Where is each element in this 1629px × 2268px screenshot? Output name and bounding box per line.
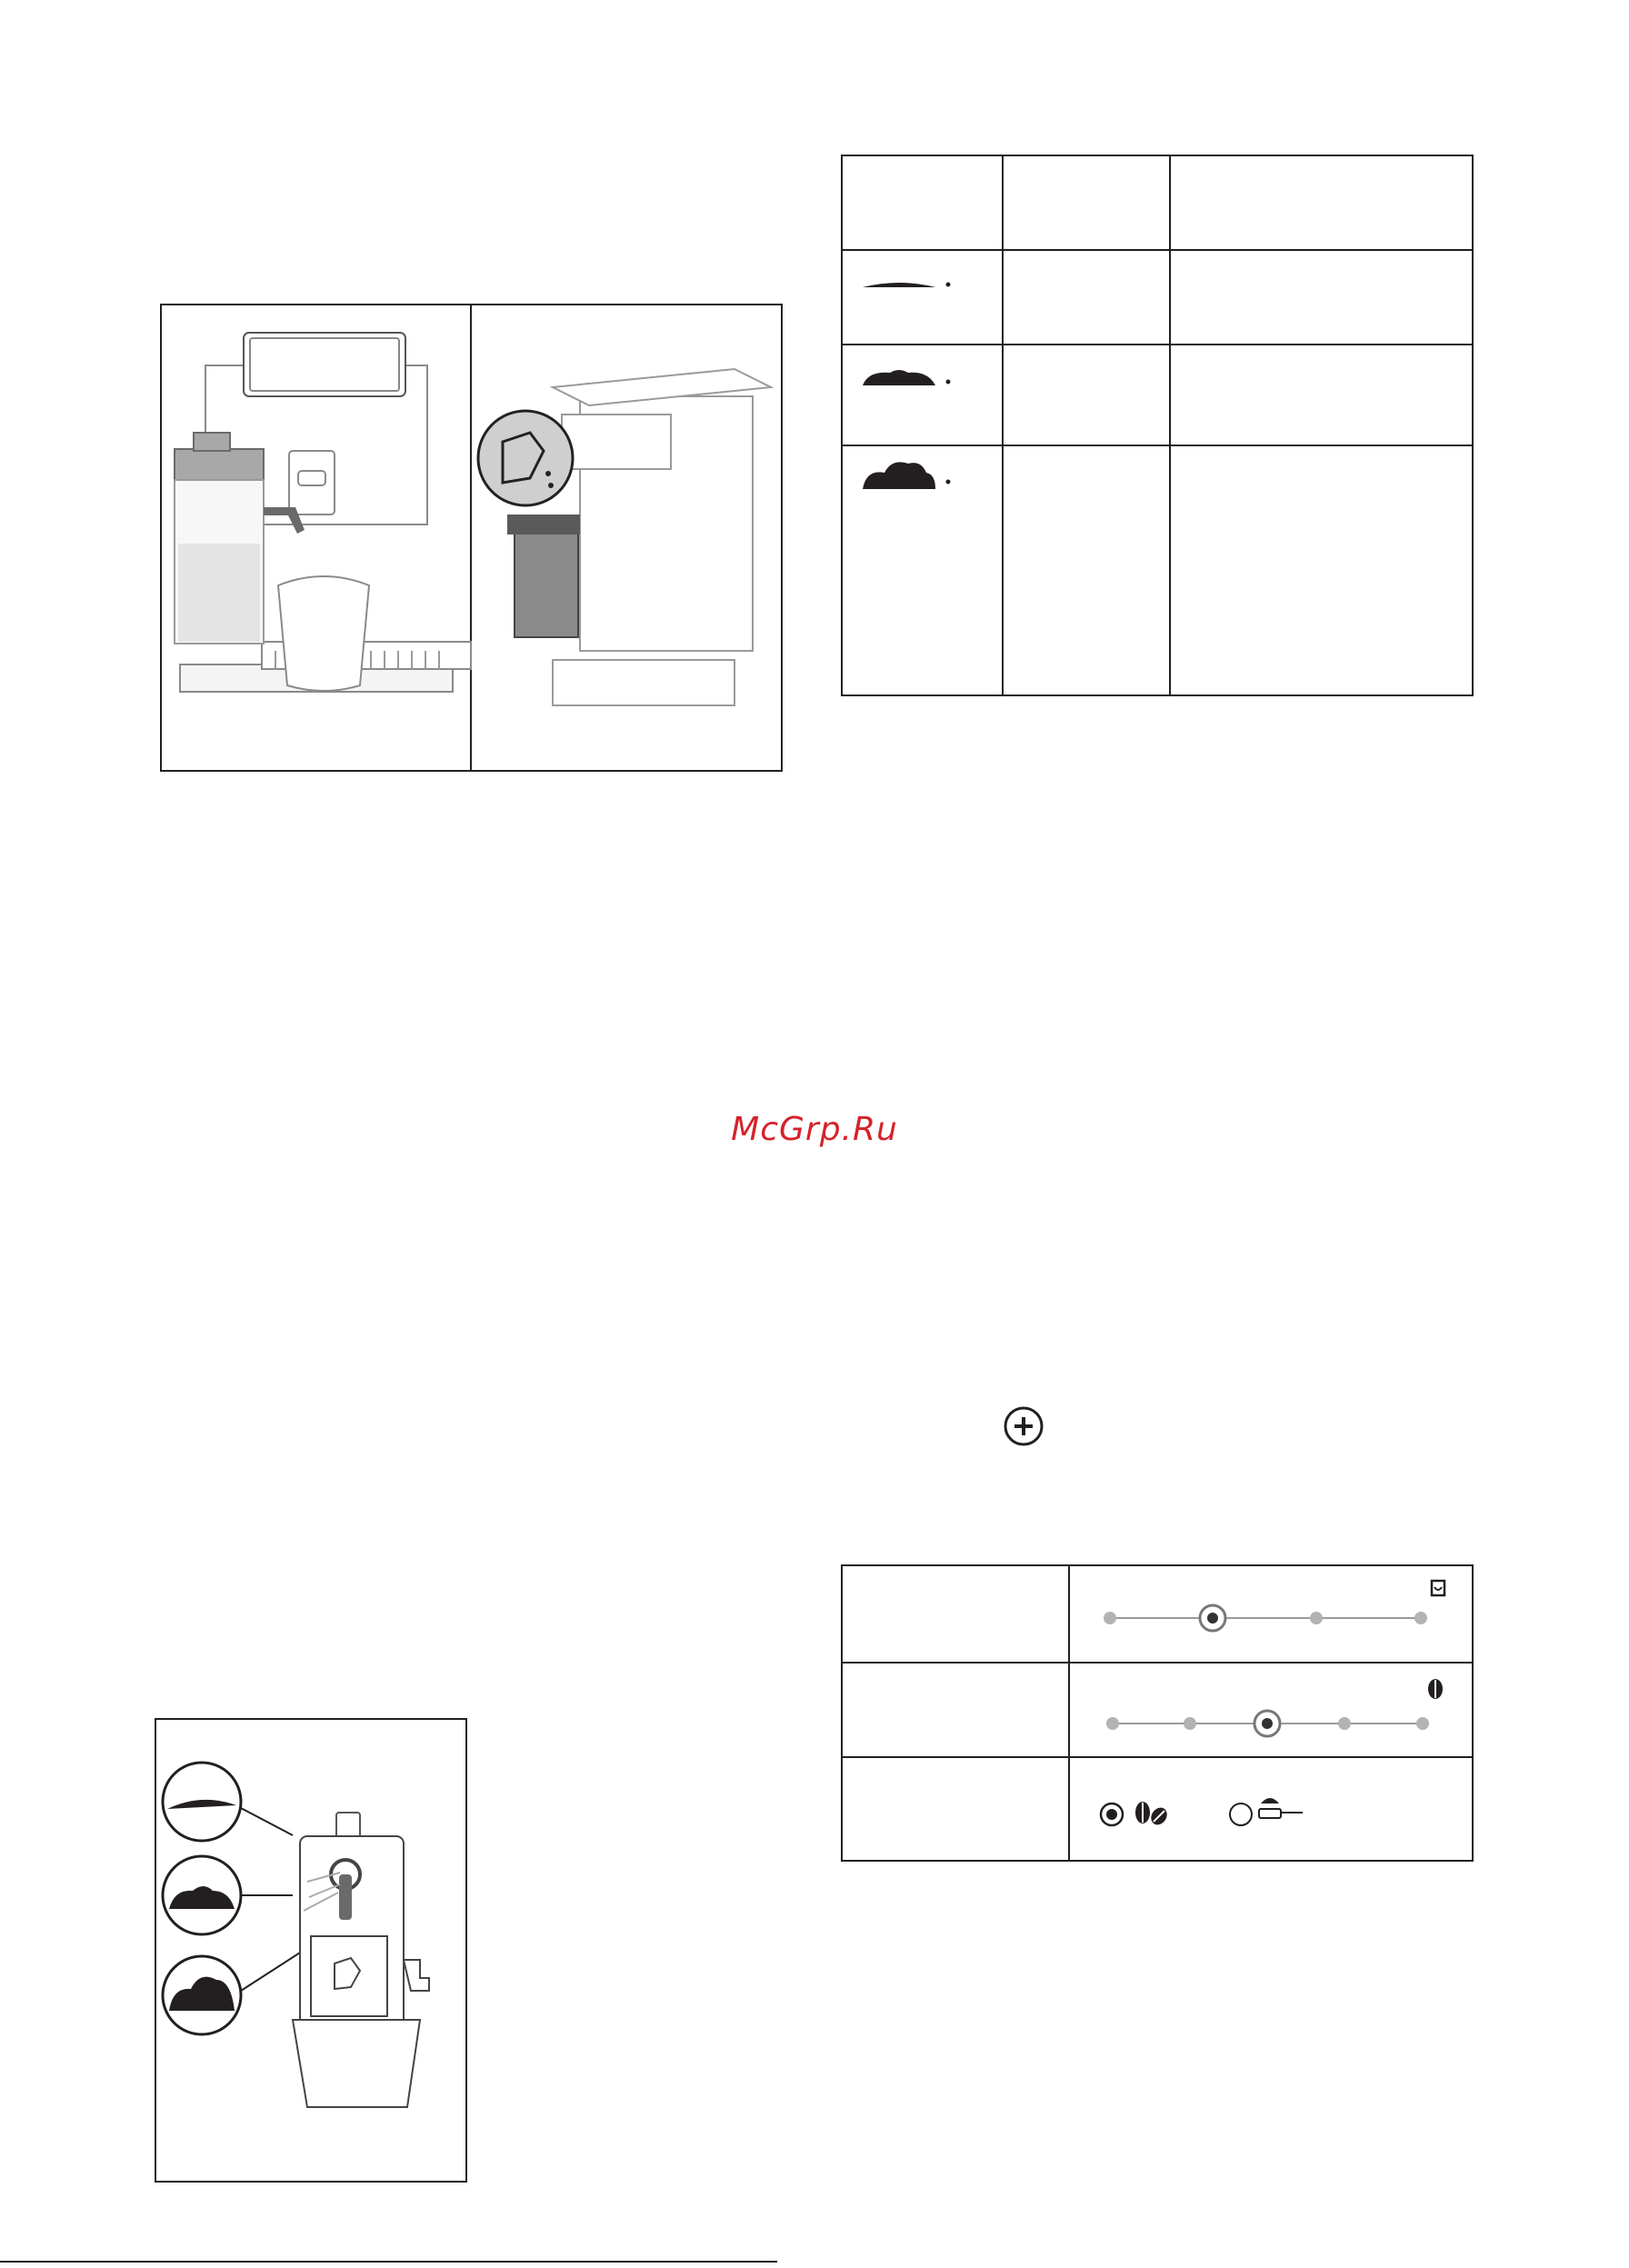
watermark: McGrp.Ru (731, 1111, 898, 1148)
footer-rule (0, 2261, 777, 2263)
froth-high-icon (861, 458, 952, 495)
cup-icon (1432, 1581, 1444, 1595)
froth-medium-icon (861, 364, 952, 391)
milk-carafe-illustration (160, 304, 783, 772)
pre-ground-option[interactable] (1230, 1798, 1303, 1825)
froth-low-icon (861, 275, 952, 293)
quantity-slider[interactable] (1072, 1566, 1472, 1661)
coffee-type-options (1072, 1756, 1472, 1860)
plus-circle-icon (1003, 1405, 1044, 1447)
froth-knob-illustration (155, 1718, 467, 2183)
coffee-bean-icon (1428, 1679, 1443, 1699)
beans-option[interactable] (1101, 1802, 1170, 1828)
beverage-settings-table (841, 1564, 1474, 1862)
froth-level-table (841, 155, 1474, 696)
aroma-slider[interactable] (1072, 1662, 1472, 1756)
